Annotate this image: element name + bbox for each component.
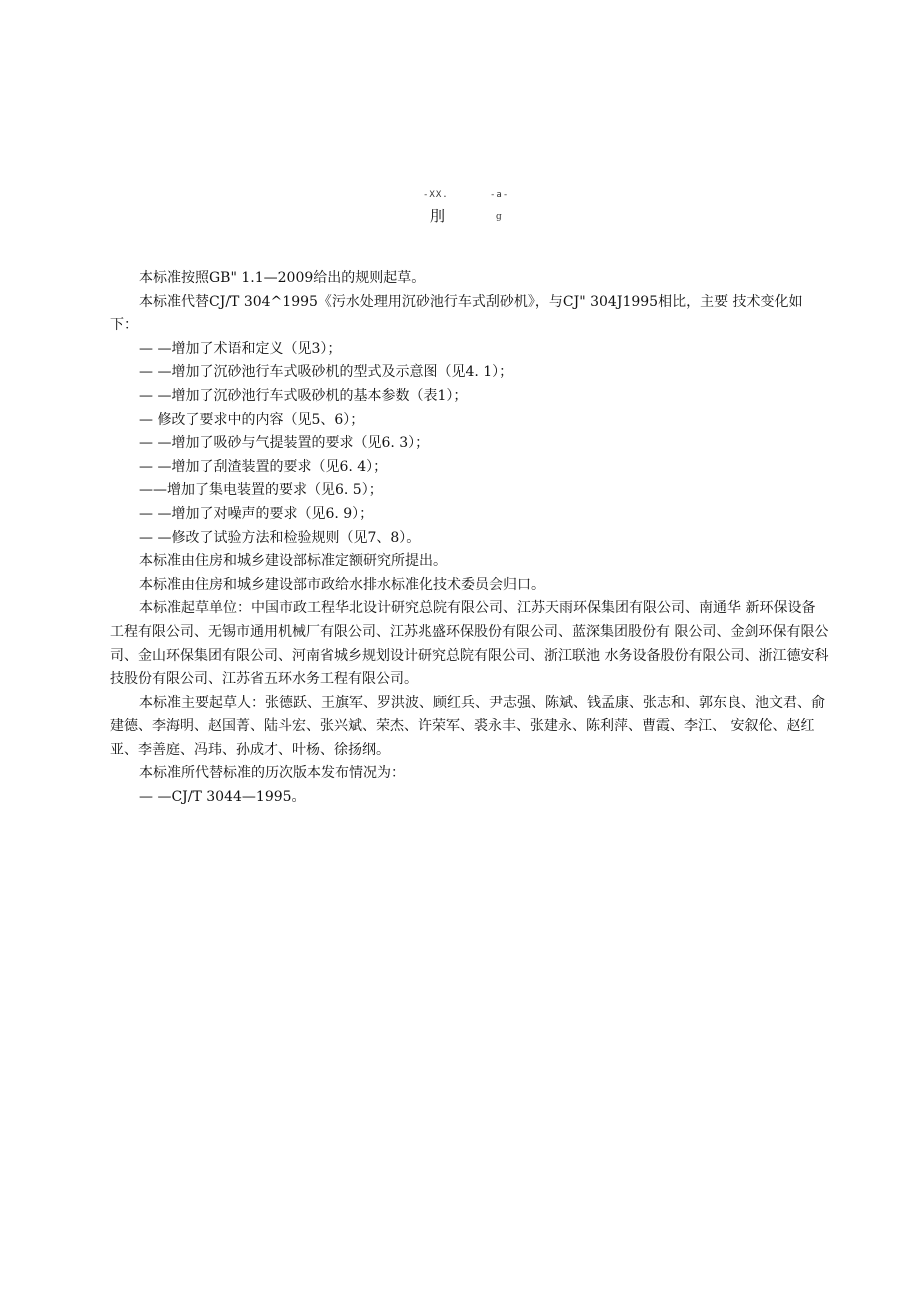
header-tiny-mark: g [496,212,502,222]
change-item: — —增加了沉砂池行车式吸砂机的型式及示意图（见4. 1）； [139,364,514,381]
change-item: — —增加了吸砂与气提装置的要求（见6. 3）； [139,435,430,452]
page-title: 刖 [430,207,446,225]
change-item: — —增加了刮渣装置的要求（见6. 4）； [139,458,388,475]
drafters-paragraph: 本标准主要起草人：张德跃、王旗军、罗洪波、顾红兵、尹志强、陈斌、钱孟康、张志和、郭东良、池文君、俞建德、李海明、赵国菁、陆斗宏、张兴斌、荣杰、许荣军、裘永丰、张建永、陈利萍、曹霞、李江、 安叙伦、赵红亚、李善庭、冯玮、孙成才、叶杨、徐扬纲。 [110,694,825,758]
change-item: — 修改了要求中的内容（见5、6）； [139,411,365,428]
header-small-right: -a- [490,190,510,200]
change-item: — —增加了沉砂池行车式吸砂机的基本参数（表1）； [139,387,468,404]
changes-list [139,338,829,550]
drafting-units-paragraph: 本标准起草单位：中国市政工程华北设计研究总院有限公司、江苏天雨环保集团有限公司、南通华 新环保设备工程有限公司、无锡市通用机械厂有限公司、江苏兆盛环保股份有限公司、蓝深集团股份有 限公司、金剑环保有限公司、金山环保集团有限公司、河南省城乡规划设计研究总院有限公司、浙江联池 水务设备股份有限公司、浙江德安科技股份有限公司、江苏省五环水务工程有限公司。 [110,600,829,688]
drafters-block [110,692,829,763]
header-small-left: -XX. [423,190,449,200]
intro-paragraph-2: 本标准代替CJ/T 304^1995《污水处理用沉砂池行车式刮砂机》，与CJ" 304J1995相比，主要 技术变化如下： [110,293,803,334]
managed-by-paragraph: 本标准由住房和城乡建设部市政给水排水标准化技术委员会归口。 [139,576,545,593]
drafting-units-block [110,597,829,691]
change-item: ——增加了集电装置的要求（见6. 5）； [139,482,383,499]
document-body [110,267,829,810]
change-item: — —增加了对噪声的要求（见6. 9）； [139,505,374,522]
proposed-by-paragraph: 本标准由住房和城乡建设部标准定额研究所提出。 [139,553,447,570]
change-item: — —修改了试验方法和检验规则（见7、8）。 [139,529,421,546]
change-item: — —增加了术语和定义（见3）； [139,340,342,357]
intro-paragraph-2-block [110,291,829,338]
history-item: — —CJ/T 3044—1995。 [139,789,306,806]
intro-paragraph-1: 本标准按照GB" 1.1—2009给出的规则起草。 [139,270,426,286]
history-intro-paragraph: 本标准所代替标准的历次版本发布情况为： [139,765,405,782]
